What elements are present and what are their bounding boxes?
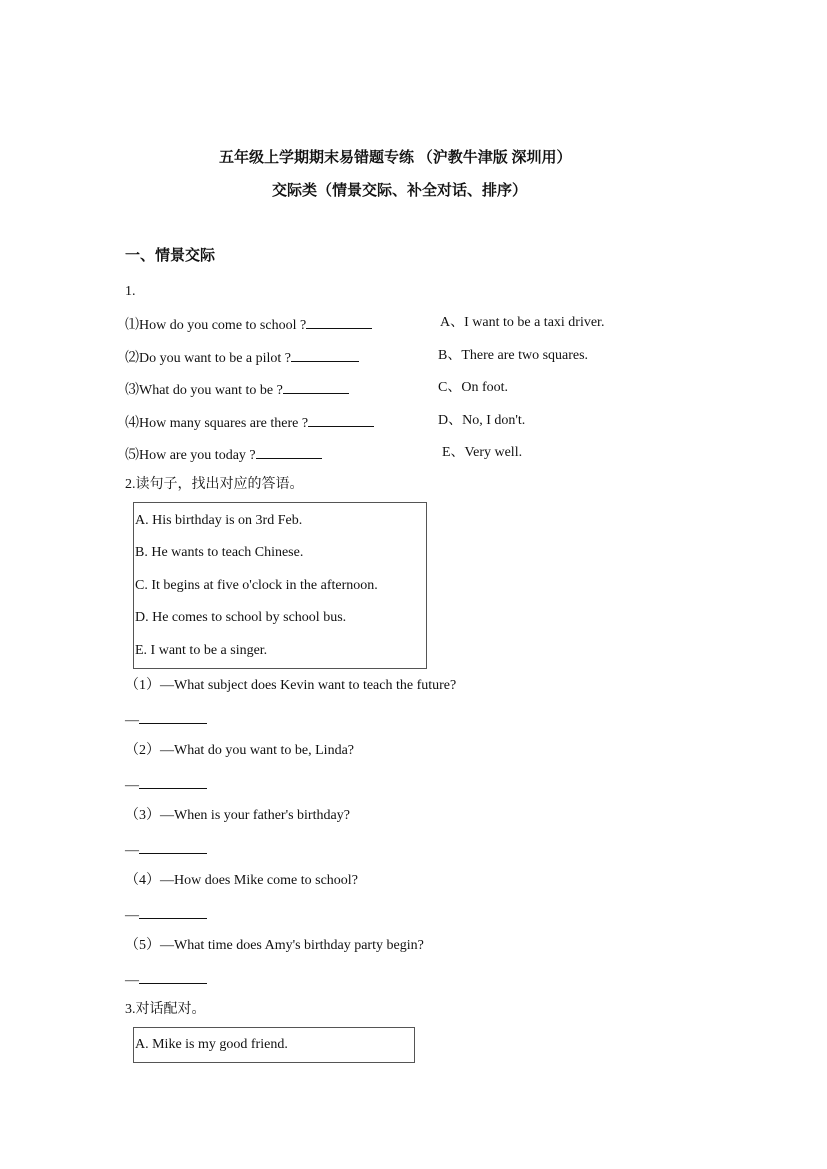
matching-question <box>125 412 374 433</box>
matching-question <box>125 379 349 400</box>
answer-line <box>125 709 207 730</box>
dialogue-question: （2）—What do you want to be, Linda? <box>125 743 355 758</box>
answer-blank[interactable] <box>283 379 349 394</box>
answer-blank[interactable] <box>139 839 207 854</box>
question-index: ⑴ <box>125 318 139 333</box>
question-heading: 2.读句子，找出对应的答语。 <box>125 477 304 492</box>
answer-blank[interactable] <box>139 904 207 919</box>
option-item: D. He comes to school by school bus. <box>135 610 347 625</box>
dialogue-question: （1）—What subject does Kevin want to teach the future? <box>125 678 457 693</box>
dash: — <box>125 908 139 923</box>
dash: — <box>125 713 139 728</box>
answer-blank[interactable] <box>256 444 322 459</box>
question-text: Do you want to be a pilot ? <box>139 351 292 366</box>
answer-blank[interactable] <box>291 347 359 362</box>
answer-option: E、Very well. <box>442 445 523 460</box>
matching-question <box>125 444 322 465</box>
dialogue-question: （5）—What time does Amy's birthday party begin? <box>125 938 424 953</box>
option-item: A. Mike is my good friend. <box>135 1037 288 1052</box>
question-index: ⑷ <box>125 416 139 431</box>
answer-line <box>125 969 207 990</box>
dialogue-question: （4）—How does Mike come to school? <box>125 873 358 888</box>
option-item: A. His birthday is on 3rd Feb. <box>135 513 303 528</box>
answer-line <box>125 774 207 795</box>
dialogue-question: （3）—When is your father's birthday? <box>125 808 350 823</box>
section-heading: 一、情景交际 <box>125 248 216 264</box>
dash: — <box>125 778 139 793</box>
answer-option: C、On foot. <box>438 380 508 395</box>
answer-blank[interactable] <box>308 412 374 427</box>
page-subtitle: 交际类（情景交际、补全对话、排序） <box>272 183 528 199</box>
question-text: How are you today ? <box>139 448 256 463</box>
answer-blank[interactable] <box>139 774 207 789</box>
answer-option: D、No, I don't. <box>438 413 526 428</box>
question-index: ⑸ <box>125 448 139 463</box>
option-item: C. It begins at five o'clock in the afternoon. <box>135 578 378 593</box>
question-text: How many squares are there ? <box>139 416 309 431</box>
matching-question <box>125 314 372 335</box>
page-title: 五年级上学期期末易错题专练 （沪教牛津版 深圳用） <box>219 150 572 166</box>
answer-option: B、There are two squares. <box>438 348 589 363</box>
answer-blank[interactable] <box>306 314 372 329</box>
question-heading: 3.对话配对。 <box>125 1002 206 1017</box>
answer-line <box>125 904 207 925</box>
answer-option: A、I want to be a taxi driver. <box>440 315 605 330</box>
option-item: E. I want to be a singer. <box>135 643 268 658</box>
question-text: What do you want to be ? <box>139 383 283 398</box>
question-index: ⑶ <box>125 383 139 398</box>
answer-blank[interactable] <box>139 969 207 984</box>
dash: — <box>125 973 139 988</box>
answer-line <box>125 839 207 860</box>
option-item: B. He wants to teach Chinese. <box>135 545 304 560</box>
dash: — <box>125 843 139 858</box>
answer-blank[interactable] <box>139 709 207 724</box>
matching-question <box>125 347 359 368</box>
question-index: ⑵ <box>125 351 139 366</box>
question-text: How do you come to school ? <box>139 318 307 333</box>
question-number: 1. <box>125 284 136 299</box>
